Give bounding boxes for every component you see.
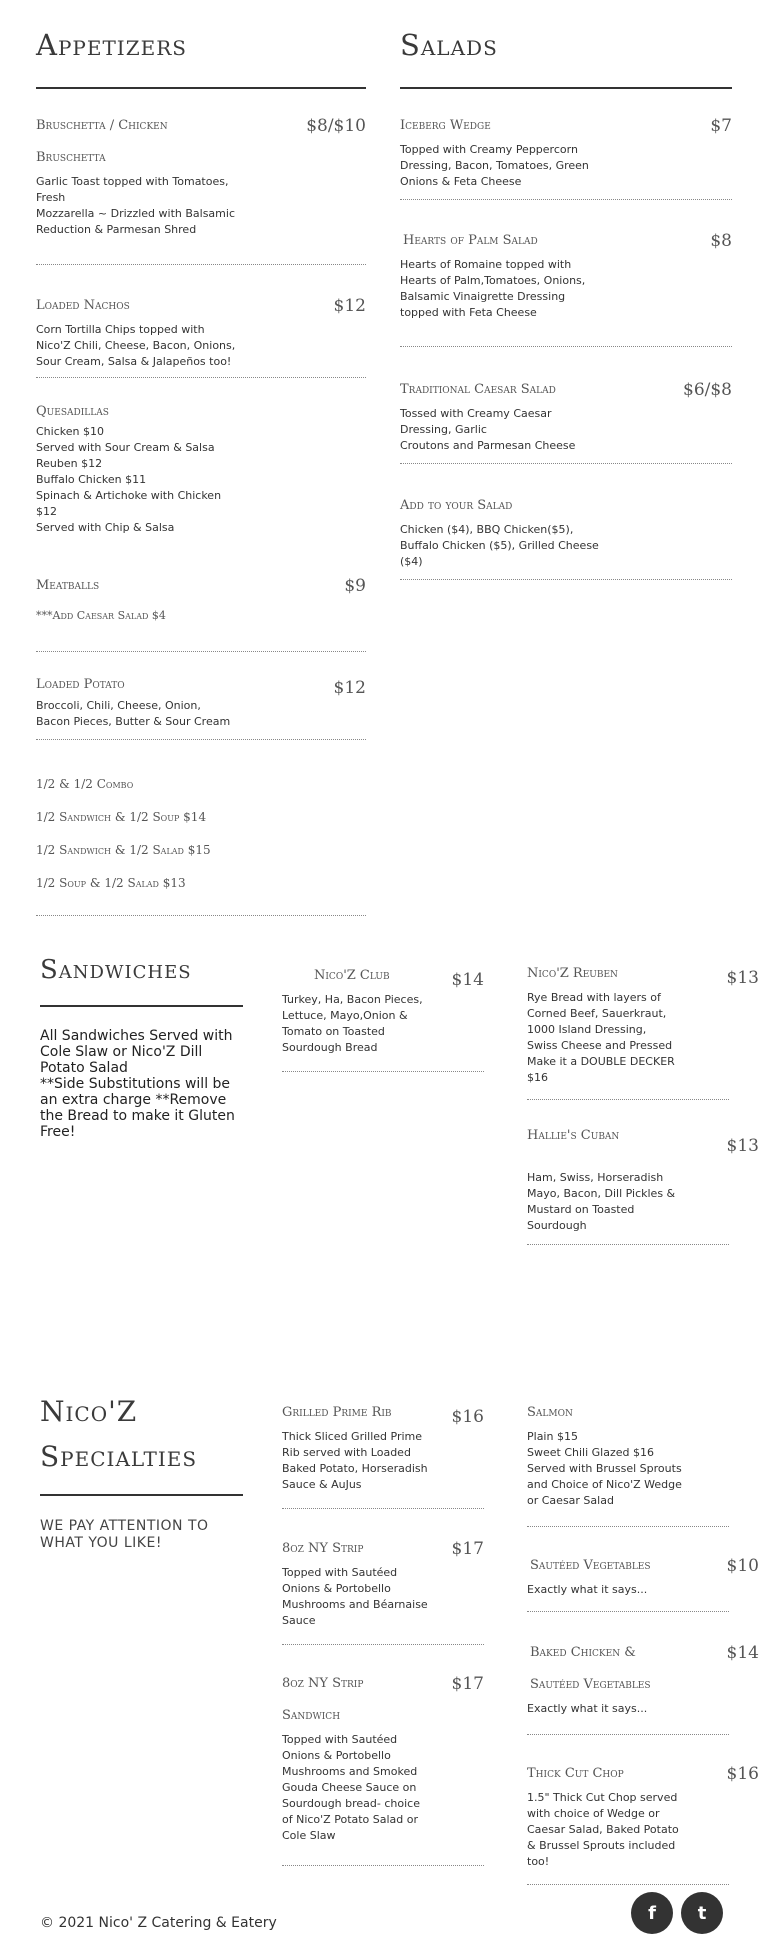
item-price: $14 xyxy=(726,1643,759,1663)
menu-item-nicoz-club xyxy=(282,960,484,1072)
sandwiches-note: All Sandwiches Served with Cole Slaw or Nico'Z Dill Potato Salad **Side Substitutions will be an extra charge **Remove the Bread to make it Gluten Free! xyxy=(40,1028,235,1140)
item-divider xyxy=(36,264,366,265)
menu-item-baked-chicken xyxy=(527,1637,759,1735)
sandwiches-title: Sandwiches xyxy=(40,955,192,985)
menu-item-salmon xyxy=(527,1397,729,1527)
combo-divider xyxy=(36,915,366,916)
menu-item-thick-cut-chop xyxy=(527,1758,759,1885)
item-description: Topped with Creamy Peppercorn Dressing, Bacon, Tomatoes, Green Onions & Feta Cheese xyxy=(400,143,589,188)
item-description: Hearts of Romaine topped with Hearts of Palm,Tomatoes, Onions, Balsamic Vinaigrette Dressing topped with Feta Cheese xyxy=(400,258,586,319)
item-name: Hearts of Palm Salad xyxy=(403,233,538,248)
menu-item-loaded-nachos xyxy=(36,290,366,378)
item-description: Rye Bread with layers of Corned Beef, Sauerkraut, 1000 Island Dressing, Swiss Cheese and Pressed Make it a DOUBLE DECKER $16 xyxy=(527,991,675,1084)
specialties-title-line2: Specialties xyxy=(40,1440,198,1473)
facebook-icon[interactable]: f xyxy=(631,1892,673,1934)
item-price: $10 xyxy=(726,1556,759,1576)
item-name: Quesadillas xyxy=(36,404,109,419)
item-description: Topped with Sautéed Onions & Portobello Mushrooms and Smoked Gouda Cheese Sauce on Sourdough bread- choice of Nico'Z Potato Salad or Cole Slaw xyxy=(282,1733,420,1842)
item-divider xyxy=(282,1644,484,1645)
item-description: Turkey, Ha, Bacon Pieces, Lettuce, Mayo,Onion & Tomato on Toasted Sourdough Bread xyxy=(282,993,423,1054)
item-price: $8/$10 xyxy=(306,116,366,136)
item-price: $8 xyxy=(710,231,732,251)
menu-item-ny-strip-sandwich xyxy=(282,1668,484,1866)
menu-item-sauteed-vegetables xyxy=(527,1550,759,1612)
item-name: Loaded Potato xyxy=(36,677,125,692)
menu-item-loaded-potato xyxy=(36,672,366,740)
item-price: $17 xyxy=(451,1539,484,1559)
item-name: Sautéed Vegetables xyxy=(530,1558,651,1573)
item-name: Iceberg Wedge xyxy=(400,118,491,133)
item-name: Nico'Z Reuben xyxy=(527,966,618,981)
item-description: Corn Tortilla Chips topped with Nico'Z Chili, Cheese, Bacon, Onions, Sour Cream, Salsa & Jalapeños too! xyxy=(36,323,236,368)
item-description: Garlic Toast topped with Tomatoes, Fresh Mozzarella ~ Drizzled with Balsamic Reduction & Parmesan Shred xyxy=(36,175,235,236)
item-price: $6/$8 xyxy=(683,380,732,400)
item-name: Traditional Caesar Salad xyxy=(400,382,556,397)
combo-line: 1/2 Soup & 1/2 Salad $13 xyxy=(36,876,186,890)
menu-item-caesar-salad xyxy=(400,374,732,464)
item-divider xyxy=(36,377,366,378)
specialties-title-rule xyxy=(40,1494,243,1496)
item-price: $16 xyxy=(726,1764,759,1784)
item-description: Topped with Sautéed Onions & Portobello Mushrooms and Béarnaise Sauce xyxy=(282,1566,428,1627)
item-price: $12 xyxy=(333,296,366,316)
item-name: Bruschetta / Chicken Bruschetta xyxy=(36,118,168,165)
appetizers-title: Appetizers xyxy=(36,28,187,62)
item-description: Thick Sliced Grilled Prime Rib served with Loaded Baked Potato, Horseradish Sauce & AuJus xyxy=(282,1430,428,1491)
salads-title: Salads xyxy=(400,28,498,62)
item-name: Thick Cut Chop xyxy=(527,1766,624,1781)
twitter-icon[interactable]: t xyxy=(681,1892,723,1934)
item-description: Plain $15 Sweet Chili Glazed $16 Served with Brussel Sprouts and Choice of Nico'Z Wedge or Caesar Salad xyxy=(527,1430,682,1507)
specialties-tagline: WE PAY ATTENTION TO WHAT YOU LIKE! xyxy=(40,1518,209,1551)
item-divider xyxy=(527,1884,729,1885)
menu-item-prime-rib xyxy=(282,1397,484,1509)
menu-item-add-to-salad xyxy=(400,490,732,580)
item-description: Ham, Swiss, Horseradish Mayo, Bacon, Dill Pickles & Mustard on Toasted Sourdough xyxy=(527,1171,676,1232)
item-price: $16 xyxy=(451,1407,484,1427)
sandwiches-title-rule xyxy=(40,1005,243,1007)
item-divider xyxy=(527,1526,729,1527)
item-name: 8oz NY Strip xyxy=(282,1541,364,1556)
item-name: Meatballs xyxy=(36,578,100,593)
specialties-title-line1: Nico'Z xyxy=(40,1395,138,1428)
menu-item-quesadillas xyxy=(36,400,366,542)
item-price: $17 xyxy=(451,1674,484,1694)
item-divider xyxy=(527,1611,729,1612)
item-divider xyxy=(282,1071,484,1072)
item-name: Hallie's Cuban xyxy=(527,1128,620,1143)
combo-heading: 1/2 & 1/2 Combo xyxy=(36,777,134,791)
menu-item-hearts-of-palm xyxy=(400,225,732,347)
footer-copyright: © 2021 Nico' Z Catering & Eatery xyxy=(40,1915,277,1931)
salads-title-rule xyxy=(400,87,732,89)
menu-item-iceberg-wedge xyxy=(400,110,732,200)
item-divider xyxy=(400,579,732,580)
menu-item-bruschetta xyxy=(36,110,366,265)
menu-item-hallies-cuban xyxy=(527,1120,759,1245)
item-divider xyxy=(36,651,366,652)
item-description: 1.5" Thick Cut Chop served with choice of Wedge or Caesar Salad, Baked Potato & Brussel Sprouts included too! xyxy=(527,1791,679,1868)
item-name: Baked Chicken & Sautéed Vegetables xyxy=(530,1645,651,1692)
item-description: Exactly what it says... xyxy=(527,1583,648,1596)
menu-item-meatballs xyxy=(36,570,366,652)
item-name: Add to your Salad xyxy=(400,498,513,513)
menu-item-nicoz-reuben xyxy=(527,958,759,1100)
item-divider xyxy=(400,199,732,200)
item-divider xyxy=(282,1508,484,1509)
item-name: Nico'Z Club xyxy=(314,968,390,983)
item-description: Exactly what it says... xyxy=(527,1702,648,1715)
item-divider xyxy=(527,1734,729,1735)
item-divider xyxy=(36,739,366,740)
item-divider xyxy=(527,1099,729,1100)
item-price: $13 xyxy=(726,1136,759,1156)
item-price: $14 xyxy=(451,970,484,990)
item-description: ***Add Caesar Salad $4 xyxy=(36,609,166,622)
item-price: $13 xyxy=(726,968,759,988)
item-divider xyxy=(400,463,732,464)
item-description: Tossed with Creamy Caesar Dressing, Garlic Croutons and Parmesan Cheese xyxy=(400,407,576,452)
appetizers-title-rule xyxy=(36,87,366,89)
combo-line: 1/2 Sandwich & 1/2 Salad $15 xyxy=(36,843,211,857)
menu-item-ny-strip xyxy=(282,1533,484,1645)
item-name: Salmon xyxy=(527,1405,573,1420)
item-name: Grilled Prime Rib xyxy=(282,1405,392,1420)
item-name: Loaded Nachos xyxy=(36,298,130,313)
item-divider xyxy=(400,346,732,347)
item-price: $9 xyxy=(344,576,366,596)
item-description: Chicken ($4), BBQ Chicken($5), Buffalo Chicken ($5), Grilled Cheese ($4) xyxy=(400,523,599,568)
item-divider xyxy=(282,1865,484,1866)
item-name: 8oz NY Strip Sandwich xyxy=(282,1676,364,1723)
item-description: Chicken $10 Served with Sour Cream & Salsa Reuben $12 Buffalo Chicken $11 Spinach & Artichoke with Chicken $12 Served with Chip & Salsa xyxy=(36,425,222,534)
item-price: $7 xyxy=(710,116,732,136)
item-price: $12 xyxy=(333,678,366,698)
combo-line: 1/2 Sandwich & 1/2 Soup $14 xyxy=(36,810,207,824)
item-divider xyxy=(527,1244,729,1245)
item-description: Broccoli, Chili, Cheese, Onion, Bacon Pieces, Butter & Sour Cream xyxy=(36,699,231,728)
